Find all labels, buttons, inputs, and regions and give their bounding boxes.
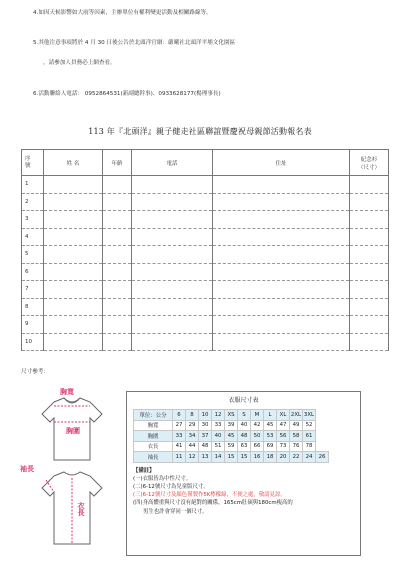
row-phone-cell[interactable] (132, 176, 213, 194)
table-row (22, 176, 389, 194)
label-sleeve-length: 袖長 (20, 465, 34, 473)
row-address-cell[interactable] (213, 281, 350, 299)
size-cell: 2XL (290, 410, 303, 421)
row-age-cell[interactable] (103, 228, 132, 246)
size-cell: 15 (225, 452, 238, 463)
size-cell: 33 (173, 431, 186, 442)
row-number: 8 (22, 298, 44, 316)
size-cell: 48 (238, 431, 251, 442)
size-cell: 47 (277, 420, 290, 431)
size-table-row (134, 431, 329, 442)
size-cell: 50 (251, 431, 264, 442)
header-no (22, 150, 44, 176)
remarks (133, 467, 355, 516)
row-number: 4 (22, 228, 44, 246)
row-address-cell[interactable] (213, 193, 350, 211)
table-row (22, 333, 389, 351)
size-cell: 30 (199, 420, 212, 431)
size-cell: XL (277, 410, 290, 421)
size-cell: 40 (212, 431, 225, 442)
size-cell: 18 (264, 452, 277, 463)
row-age-cell[interactable] (103, 193, 132, 211)
row-phone-cell[interactable] (132, 281, 213, 299)
size-cell: 22 (290, 452, 303, 463)
row-number: 7 (22, 281, 44, 299)
table-row (22, 298, 389, 316)
note-5-continued: ，請參加人員務必上網查看。 (43, 60, 116, 66)
row-phone-cell[interactable] (132, 228, 213, 246)
size-cell: 53 (264, 431, 277, 442)
size-cell: L (264, 410, 277, 421)
size-cell: 24 (303, 452, 316, 463)
row-address-cell[interactable] (213, 316, 350, 334)
size-cell: 13 (199, 452, 212, 463)
size-cell: 29 (186, 420, 199, 431)
size-cell: 37 (199, 431, 212, 442)
row-name-cell[interactable] (44, 263, 103, 281)
row-size-cell[interactable] (350, 211, 389, 229)
tshirt-icon (32, 384, 112, 554)
size-cell: XS (225, 410, 238, 421)
size-cell: 39 (225, 420, 238, 431)
row-address-cell[interactable] (213, 298, 350, 316)
table-row (22, 246, 389, 264)
header-shirt-size (350, 150, 389, 176)
size-cell: 33 (212, 420, 225, 431)
row-name-cell[interactable] (44, 228, 103, 246)
header-size-line1: 紀念衫 (360, 156, 378, 163)
row-size-cell[interactable] (350, 228, 389, 246)
size-cell: 12 (212, 410, 225, 421)
note-5: 5.其他注意事項將於 4 月 30 日後公告於北頭洋官網：嚴曦社北頭洋平埔文化園區 (33, 40, 236, 46)
row-age-cell[interactable] (103, 211, 132, 229)
table-row (22, 211, 389, 229)
remark-4: (四)身高體重與尺寸沒有絕對的關係，165cm肚碩與180cm瘦高的 (133, 500, 293, 507)
size-cell: 3XL (303, 410, 316, 421)
size-table-row (134, 452, 329, 463)
label-chest-width: 胸寬 (60, 388, 74, 396)
size-cell: 44 (186, 441, 199, 452)
row-address-cell[interactable] (213, 333, 350, 351)
row-age-cell[interactable] (103, 263, 132, 281)
size-cell: 27 (173, 420, 186, 431)
size-cell: 45 (225, 431, 238, 442)
table-header-row (22, 150, 389, 176)
row-size-cell[interactable] (350, 246, 389, 264)
size-row-label: 衣長 (134, 441, 173, 452)
size-cell: 69 (264, 441, 277, 452)
row-phone-cell[interactable] (132, 193, 213, 211)
table-row (22, 263, 389, 281)
row-name-cell[interactable] (44, 211, 103, 229)
size-chart (126, 391, 361, 556)
row-name-cell[interactable] (44, 176, 103, 194)
row-phone-cell[interactable] (132, 298, 213, 316)
size-chart-title: 衣服尺寸表 (228, 397, 259, 404)
size-cell: 61 (303, 431, 316, 442)
row-name-cell[interactable] (44, 193, 103, 211)
row-age-cell[interactable] (103, 281, 132, 299)
row-number: 10 (22, 333, 44, 351)
size-cell: 76 (290, 441, 303, 452)
row-phone-cell[interactable] (132, 316, 213, 334)
row-age-cell[interactable] (103, 176, 132, 194)
size-cell: 45 (264, 420, 277, 431)
label-body-length: 衣長 (77, 502, 85, 516)
header-address: 住址 (213, 150, 350, 176)
size-cell: 51 (212, 441, 225, 452)
size-cell: 48 (199, 441, 212, 452)
size-cell: 8 (186, 410, 199, 421)
remark-4-continued: 男生也許會穿同一個尺寸。 (143, 508, 208, 515)
row-name-cell[interactable] (44, 333, 103, 351)
shirt-diagram (20, 384, 112, 554)
row-size-cell[interactable] (350, 298, 389, 316)
row-name-cell[interactable] (44, 246, 103, 264)
size-cell: 6 (173, 410, 186, 421)
size-cell: 49 (290, 420, 303, 431)
size-cell: 63 (238, 441, 251, 452)
size-cell: 11 (173, 452, 186, 463)
table-row (22, 281, 389, 299)
row-size-cell[interactable] (350, 333, 389, 351)
size-cell: 10 (199, 410, 212, 421)
size-cell: 66 (251, 441, 264, 452)
row-address-cell[interactable] (213, 176, 350, 194)
header-no-line1: 序 (25, 156, 31, 163)
row-number: 1 (22, 176, 44, 194)
size-cell: 14 (212, 452, 225, 463)
size-cell: 59 (225, 441, 238, 452)
row-name-cell[interactable] (44, 281, 103, 299)
size-cell: 58 (290, 431, 303, 442)
remark-1: (一)衣服皆為中性尺寸。 (133, 476, 192, 483)
note-4: 4.如因天候影響如大雨等因素，主辦單位有權利變更活動及相關路線等。 (33, 10, 212, 16)
size-table-row (134, 410, 329, 421)
size-cell: 26 (316, 452, 329, 463)
remarks-heading: 【備註】 (133, 468, 155, 474)
size-table-row (134, 420, 329, 431)
size-table (133, 409, 329, 463)
size-cell: 20 (277, 452, 290, 463)
row-phone-cell[interactable] (132, 211, 213, 229)
size-row-label: 胸圍 (134, 431, 173, 442)
row-address-cell[interactable] (213, 246, 350, 264)
header-size-line2: （尺寸） (357, 164, 380, 171)
size-row-label: 單位：公分 (134, 410, 173, 421)
row-address-cell[interactable] (213, 228, 350, 246)
row-phone-cell[interactable] (132, 333, 213, 351)
size-row-label: 袖長 (134, 452, 173, 463)
size-reference-label: 尺寸參考： (21, 369, 49, 375)
size-cell: 41 (173, 441, 186, 452)
size-table-row (134, 441, 329, 452)
row-name-cell[interactable] (44, 298, 103, 316)
row-age-cell[interactable] (103, 333, 132, 351)
row-address-cell[interactable] (213, 263, 350, 281)
size-cell: 52 (303, 420, 316, 431)
size-cell: S (238, 410, 251, 421)
table-row (22, 228, 389, 246)
row-size-cell[interactable] (350, 316, 389, 334)
row-size-cell[interactable] (350, 263, 389, 281)
size-row-label: 胸寬 (134, 420, 173, 431)
row-size-cell[interactable] (350, 176, 389, 194)
size-cell: 34 (186, 431, 199, 442)
size-cell: M (251, 410, 264, 421)
row-age-cell[interactable] (103, 316, 132, 334)
row-number: 5 (22, 246, 44, 264)
header-no-line2: 號 (25, 162, 31, 169)
size-cell: 12 (186, 452, 199, 463)
header-age: 年齡 (103, 150, 132, 176)
header-phone: 電話 (132, 150, 213, 176)
row-phone-cell[interactable] (132, 263, 213, 281)
label-chest-circ: 胸圍 (66, 427, 80, 435)
remark-2: (二)6-12號尺寸為兒童版尺寸。 (133, 484, 209, 491)
size-cell: 78 (303, 441, 316, 452)
registration-table (21, 149, 389, 351)
table-row (22, 316, 389, 334)
size-cell: 16 (251, 452, 264, 463)
row-name-cell[interactable] (44, 316, 103, 334)
row-size-cell[interactable] (350, 193, 389, 211)
row-size-cell[interactable] (350, 281, 389, 299)
remark-3: (三)6-12號尺寸及顏色僅製作5K檸檬綠，不便之處，敬請見諒。 (133, 492, 286, 499)
row-address-cell[interactable] (213, 211, 350, 229)
size-cell: 56 (277, 431, 290, 442)
size-cell: 42 (251, 420, 264, 431)
row-number: 2 (22, 193, 44, 211)
table-row (22, 193, 389, 211)
size-cell: 73 (277, 441, 290, 452)
size-cell: 40 (238, 420, 251, 431)
note-6-contact: 6.活動聯絡人電話： 0952864531(新副總幹事)、0933628177(楊理事長) (33, 91, 221, 97)
row-number: 9 (22, 316, 44, 334)
size-cell: 15 (238, 452, 251, 463)
row-number: 3 (22, 211, 44, 229)
header-name: 姓 名 (44, 150, 103, 176)
row-phone-cell[interactable] (132, 246, 213, 264)
row-age-cell[interactable] (103, 298, 132, 316)
row-age-cell[interactable] (103, 246, 132, 264)
form-title: 113 年『北頭洋』親子健走社區聯誼暨慶祝母親節活動報名表 (88, 127, 312, 136)
row-number: 6 (22, 263, 44, 281)
